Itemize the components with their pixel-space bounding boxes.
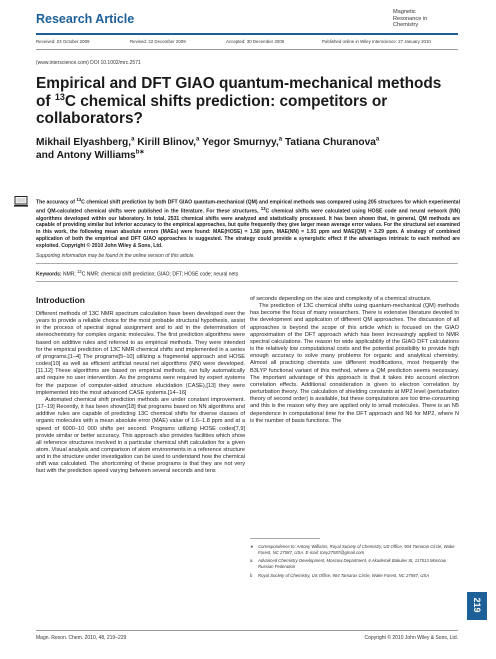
accepted-date: Accepted: 30 December 2009: [226, 39, 285, 44]
paragraph: of seconds depending on the size and complexity of a chemical structure.: [250, 296, 432, 302]
author-affiliation: a: [131, 136, 135, 143]
dates-rule: [36, 49, 458, 50]
revised-date: Revised: 22 December 2009: [130, 39, 186, 44]
author-list: [36, 136, 456, 162]
header-rule: [36, 33, 458, 35]
section-heading: Introduction: [36, 295, 85, 305]
keywords-text: NMR;: [61, 271, 78, 278]
journal-logo-line-3: Chemistry: [393, 22, 419, 29]
footnotes: [250, 544, 459, 582]
author-name: Tatiana Churanova: [282, 137, 376, 148]
footnote-text: Advanced Chemistry Development, Moscow Department, 6 Akademik Bakulev St, 117513 Moscow, Russian Federation: [258, 558, 447, 569]
journal-logo: [393, 9, 427, 29]
title-part-2: C chemical shifts prediction: competitors or collaborators?: [36, 92, 388, 127]
keywords: [36, 269, 456, 278]
journal-logo-line-2: Resonance in: [393, 15, 428, 22]
footnote-mark: ∗: [250, 544, 254, 549]
author-affiliation: a: [375, 136, 380, 143]
author-name: Mikhail Elyashberg,: [36, 137, 132, 148]
title-part-1: Empirical and DFT GIAO quantum-mechanical methods of: [36, 75, 442, 110]
published-date: Published online in Wiley Interscience: 27 January 2010: [322, 39, 431, 44]
supporting-info-note: Supporting information may be found in the online version of this article.: [36, 253, 195, 259]
computer-icon: [14, 196, 28, 207]
paragraph: The prediction of 13C chemical shifts using quantum-mechanical (QM) methods has become the focus of many researchers. There is extensive literature devoted to the development and application of different QM approaches. The discussion of all approaches is beyond the scope of this article which is focused on the GIAO approximation of the DFT approach which has been increasingly applied to NMR spectral calculations. The reason for wide applicability of the GIAO DFT calculations is the relatively low computational costs and the potential possibility to provide high enough accuracy to solve many problems for organic and analytical chemistry. Almost all practicing chemists use different modifications, most frequently the B3LYP functional variant of this method, where a QM prediction seems necessary. The important advantage of this approach is that it takes into account electron correlation effects. Additional consideration is given to electron correlation by perturbation theory. The calculation of shielding constants at MP2 level (perturbation theory of second order) is available, but these computations are too time-consuming and this is the reason why they are applied only to small molecules. There is an N5 dependence in computational time for the DFT approach and N6 for MP2, where N is the number of basis functions. The: [250, 303, 459, 424]
journal-logo-line-1: Magnetic: [393, 9, 416, 15]
keywords-text: C NMR; chemical shift prediction; GIAO; DFT; HOSE code; neural nets: [81, 271, 239, 278]
page-number-tab: [467, 592, 487, 620]
footer-rule: [36, 630, 458, 631]
doi-line[interactable]: (www.interscience.com) DOI 10.1002/mrc.2571: [36, 60, 141, 66]
author-affiliation: a: [278, 136, 283, 143]
section-label: Research Article: [36, 12, 135, 26]
received-date: Received: 23 October 2009: [36, 39, 90, 44]
paragraph: Automated chemical shift prediction methods are under constant improvement.[17–19] Recently, it has been shown[18] that programs based on NN algorithms and additive rules are capable of predicting 13C chemical shifts for diverse classes of organic molecules with a mean absolute error (MAE) value of 1.6–1.8 ppm and at a speed of 6000–10 000 shifts per second. Programs utilizing HOSE codes[7,9] provide similar or better accuracy. This approach also provides facilities which show all reference structures involved in a particular chemical shift calculation for a given atom. Visual analysis and comparison of atom environments in a reference structure and in the structure under investigation can be used to understand how the chemical shift was calculated. The shortcoming of these programs is that they are not very fast with the prediction speed varying between several seconds and tens: [36, 396, 245, 475]
article-title: [36, 75, 456, 128]
title-superscript: 13: [54, 91, 65, 102]
abstract-text: The accuracy of: [36, 199, 77, 206]
footnote-text: Correspondence to: Antony Williams, Royal Society of Chemistry, US Office, 904 Tamaras Circle, Wake Forest, NC 27587, USA. E-mail: tony27587@gmail.com: [258, 544, 455, 555]
author-name: Yegor Smurnyy,: [199, 137, 279, 148]
footer-citation: Magn. Reson. Chem. 2010, 48, 219–229: [36, 635, 127, 641]
abstract-text: C chemical shift prediction by both DFT GIAO quantum-mechanical (QM) and empirical methods was compared using 205 structures for which experimental and QM-calculated chemical shifts were published in the literature. For these structures,: [36, 199, 460, 216]
author-affiliation: a: [195, 136, 200, 143]
divider: [36, 263, 458, 264]
footnote-mark: b: [250, 572, 253, 578]
footnote-rule: [250, 538, 320, 539]
author-name: and Antony Williams: [36, 150, 136, 161]
footnote-mark: a: [250, 558, 253, 564]
abstract-text: C chemical shifts were calculated using HOSE code and neural network (NN) algorithms developed within our laboratory. In total, 2531 chemical shifts were analyzed and statistically processed. It has been shown that, in general, QM methods are capable of providing similar but inferior accuracy to the empirical approaches, but quite frequently they give larger mean average error values. For the structural set examined in this work, the following mean absolute errors (MAEs) were found: MAE(HOSE) = 1.58 ppm, MAE(NN) = 1.91 ppm and MAE(QM) = 3.29 ppm. A strategy of combined application of both the empirical and DFT GIAO approaches is suggested. The strategy could provide a synergistic effect if the advantages intrinsic to each method are exploited. Copyright © 2010 John Wiley & Sons, Ltd.: [36, 209, 461, 249]
body-column-left: [36, 311, 245, 476]
page-number: 219: [472, 597, 482, 613]
abstract-superscript: 13: [76, 197, 82, 202]
footnote-item: [250, 544, 459, 555]
keywords-superscript: 13: [77, 269, 82, 274]
body-column-right: [250, 296, 459, 425]
keywords-label: Keywords:: [36, 271, 62, 278]
footnote-item: [250, 558, 459, 569]
footer-copyright: Copyright © 2010 John Wiley & Sons, Ltd.: [364, 635, 458, 641]
abstract-superscript: 13: [260, 206, 266, 212]
footnote-text: Royal Society of Chemistry, US Office, 904 Tamaras Circle, Wake Forest, NC 27587, USA: [258, 572, 430, 578]
divider: [36, 281, 458, 282]
abstract: [36, 197, 460, 249]
author-affiliation: b∗: [135, 149, 145, 156]
footnote-item: [250, 573, 459, 579]
paragraph: Different methods of 13C NMR spectrum calculation have been developed over the years to provide a reliable choice for the most probable structural hypothesis, assist in the process of spectral signal assignment and to aid in the determination of stereochemistry for complex organic molecules. The first prediction algorithms were based on additive rules and referred to as empirical methods. They were intended for the empirical prediction of 13C NMR chemical shifts and implemented in a series of programs.[1–4] The programs[5–10] utilizing a fragmental approach and HOSE codes[10] as well as efficient artificial neural net algorithms (NN) were developed.[11,12] These algorithms are based on empirical methods, run fully automatically and require no user intervention. As the programs were required by expert systems for the purpose of computer-aided structure elucidation (CASE),[13] they were implemented into the most advanced CASE systems.[14–16]: [36, 311, 245, 396]
author-name: Kirill Blinov,: [134, 137, 196, 148]
